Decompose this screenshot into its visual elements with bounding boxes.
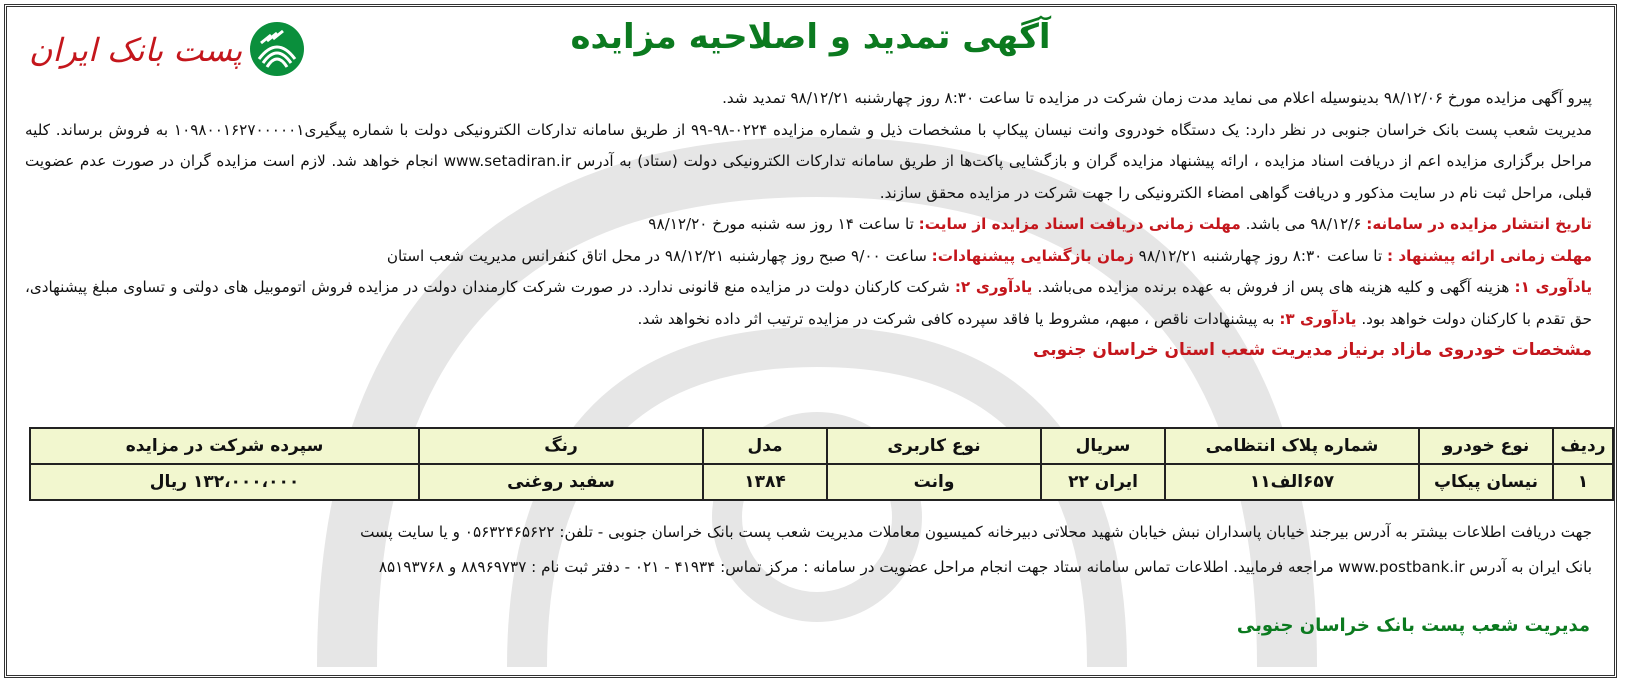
- table-cell: نیسان پیکاپ: [1419, 464, 1553, 500]
- table-cell: ۱۳۸۴: [703, 464, 827, 500]
- note2-label: یادآوری ۲:: [954, 278, 1033, 296]
- note2-text: شرکت کارکنان دولت در مزایده منع قانونی ندارد. در صورت شرکت کارمندان دولت در مزایده فروش اتوموبیل های دولتی و تساوی مبلغ پیشنهادی، حق تقدم با کارکنان دولت خواهد بود.: [25, 278, 1592, 328]
- docs-deadline-label: مهلت زمانی دریافت اسناد مزایده از سایت:: [918, 215, 1241, 233]
- offer-deadline-label: مهلت زمانی ارائه پیشنهاد :: [1387, 246, 1592, 265]
- specs-heading: مشخصات خودروی مازاد برنیاز مدیریت شعب استان خراسان جنوبی: [1033, 340, 1592, 360]
- opening-value: ساعت ۹/۰۰ صبح روز چهارشنبه ۹۸/۱۲/۲۱ در محل اتاق کنفرانس مدیریت شعب استان: [386, 246, 927, 265]
- auction-notice: [4, 4, 1617, 678]
- note1-text: هزینه آگهی و کلیه هزینه های پس از فروش به عهده برنده مزایده می‌باشد.: [1037, 278, 1510, 296]
- header: [7, 13, 1614, 79]
- publish-label: تاریخ انتشار مزایده در سامانه:: [1366, 215, 1592, 233]
- note3-label: یادآوری ۳:: [1279, 309, 1357, 328]
- table-cell: سفید روغنی: [419, 464, 703, 500]
- contact-line-1: جهت دریافت اطلاعات بیشتر به آدرس بیرجند خیابان پاسداران نبش خیابان شهید محلاتی دبیرخانه کمیسیون معاملات مدیریت شعب پست بانک خراسان جنوبی - تلفن: ۰۵۶۳۲۴۶۵۶۲۲ و یا سایت پست: [360, 523, 1592, 541]
- header-cell: شماره پلاک انتظامی: [1165, 428, 1419, 464]
- post-bank-logo-icon: [249, 21, 305, 77]
- logo-text: پست بانک ایران: [29, 31, 243, 69]
- signature: مدیریت شعب پست بانک خراسان جنوبی: [1236, 615, 1590, 636]
- header-cell: نوع کاربری: [827, 428, 1041, 464]
- offer-deadline-value: تا ساعت ۸:۳۰ روز چهارشنبه ۹۸/۱۲/۲۱: [1138, 246, 1383, 265]
- header-cell: مدل: [703, 428, 827, 464]
- docs-deadline-value: تا ساعت ۱۴ روز سه شنبه مورخ ۹۸/۱۲/۲۰: [648, 215, 914, 233]
- table-header-row: [30, 428, 1613, 464]
- table-cell: وانت: [827, 464, 1041, 500]
- opening-label: زمان بازگشایی پیشنهادات:: [931, 246, 1134, 265]
- note3-text: به پیشنهادات ناقص ، مبهم، مشروط یا فاقد سپرده کافی شرکت در مزایده ترتیب اثر داده نخواهد شد.: [637, 309, 1275, 328]
- note1-label: یادآوری ۱:: [1514, 278, 1593, 296]
- header-cell: سپرده شرکت در مزایده: [30, 428, 419, 464]
- contact-info: [25, 515, 1592, 585]
- header-cell: سریال: [1041, 428, 1165, 464]
- contact-line-2: بانک ایران به آدرس www.postbank.ir مراجعه فرمایید. اطلاعات تماس سامانه ستاد جهت انجام مراحل عضویت در سامانه : مرکز تماس: ۴۱۹۳۴ - ۰۲۱ - دفتر ثبت نام : ۸۸۹۶۹۷۳۷ و ۸۵۱۹۳۷۶۸: [378, 558, 1592, 576]
- notes-paragraph: [25, 272, 1592, 335]
- header-cell: ردیف: [1553, 428, 1613, 464]
- table-cell: ۱۳۲،۰۰۰،۰۰۰ ریال: [30, 464, 419, 500]
- vehicle-specs-table: [29, 427, 1614, 501]
- header-cell: رنگ: [419, 428, 703, 464]
- publish-value: ۹۸/۱۲/۶ می باشد.: [1245, 215, 1362, 233]
- description-paragraph: مدیریت شعب پست بانک خراسان جنوبی در نظر دارد: یک دستگاه خودروی وانت نیسان پیکاپ با مشخصات ذیل و شماره مزایده ۰۲۲۴-۹۸-۹۹ از طریق سامانه تدارکات الکترونیکی دولت با شماره پیگیری۱۰۹۸۰۰۱۶۲۷۰۰۰۰۰۱ به فروش برساند. کلیه مراحل برگزاری مزایده اعم از دریافت اسناد مزایده ، ارائه پیشنهاد مزایده گران و بازگشایی پاکت‌ها از طریق سامانه تدارکات الکترونیکی دولت (ستاد) به آدرس www.setadiran.ir انجام خواهد شد. لازم است مزایده گران در صورت عدم عضویت قبلی، مراحل ثبت نام در سایت مذکور و دریافت گواهی امضاء الکترونیکی را جهت شرکت در مزایده محقق سازند.: [25, 120, 1593, 202]
- table-cell: ایران ۲۲: [1041, 464, 1165, 500]
- notice-body: [25, 83, 1592, 367]
- table-row: [30, 464, 1613, 500]
- table-cell: ۶۵۷الف۱۱: [1165, 464, 1419, 500]
- offer-deadline-line: [25, 241, 1592, 273]
- table-cell: ۱: [1553, 464, 1613, 500]
- notice-title: آگهی تمدید و اصلاحیه مزایده: [570, 17, 1051, 57]
- bank-logo: [29, 21, 329, 81]
- publish-date-line: [25, 209, 1592, 241]
- header-cell: نوع خودرو: [1419, 428, 1553, 464]
- extension-line: پیرو آگهی مزایده مورخ ۹۸/۱۲/۰۶ بدینوسیله اعلام می نماید مدت زمان شرکت در مزایده تا ساعت ۸:۳۰ روز چهارشنبه ۹۸/۱۲/۲۱ تمدید شد.: [722, 89, 1592, 107]
